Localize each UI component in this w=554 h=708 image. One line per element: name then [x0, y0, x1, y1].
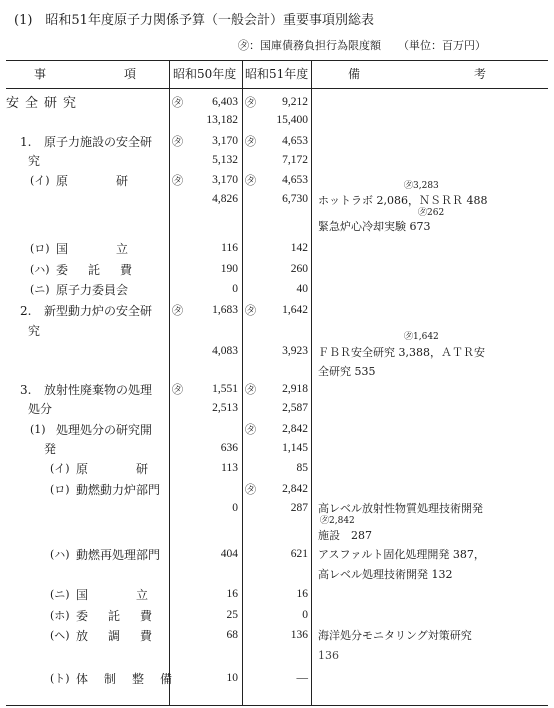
cell-s50: 68: [226, 629, 238, 641]
cell-s50-marker: 3,170: [212, 135, 238, 147]
marker-legend: [238, 40, 381, 51]
row-label: 原子力委員会: [56, 283, 129, 297]
marker-icon: ㋟: [245, 96, 256, 109]
row-label: 体 制 整 備: [76, 672, 175, 686]
cell-s50: 113: [221, 462, 238, 474]
cell-s51: 260: [290, 263, 308, 275]
cell-s51: 1,145: [282, 442, 308, 454]
cell-s51: 16: [296, 588, 308, 600]
cell-s51-marker: 2,842: [282, 423, 308, 435]
note-text: アスファルト固化処理開発 387，: [318, 548, 485, 561]
column-divider: [169, 60, 170, 705]
note-text: 施設 287: [318, 529, 372, 542]
marker-icon: ㋟: [245, 423, 256, 436]
cell-s51: 15,400: [276, 114, 308, 126]
table-bottom-rule: [6, 705, 548, 706]
row-sub-index: (ロ): [50, 483, 70, 496]
cell-s51: 40: [296, 283, 308, 295]
marker-icon: ㋟: [245, 135, 256, 148]
row-sub-index: (ト): [50, 672, 70, 685]
marker-icon: ㋟: [245, 174, 256, 187]
note-marker: ㋟1,642: [404, 332, 439, 342]
row-label: 原 研: [76, 462, 149, 476]
cell-s51-marker: 1,642: [282, 304, 308, 316]
row-sub-index: (ロ): [30, 242, 50, 255]
cell-s50: 190: [220, 263, 238, 275]
note-text: ＦＢＲ安全研究 3,388，ＡＴＲ安: [318, 346, 485, 359]
cell-s51: 3,923: [282, 345, 308, 357]
row-sub-index: (イ): [50, 462, 70, 475]
cell-s51: 136: [290, 629, 308, 641]
row-label-cont: 究: [28, 154, 41, 168]
cell-s50: 2,513: [212, 402, 238, 414]
table-top-rule: [6, 60, 548, 61]
row-label: 動燃再処理部門: [76, 548, 161, 562]
row-label: 動燃動力炉部門: [76, 483, 161, 497]
marker-legend-text: ：国庫債務負担行為限度額: [249, 39, 381, 52]
cell-s51-marker: 4,653: [282, 174, 308, 186]
row-sub-index: (ハ): [50, 548, 70, 561]
unit-label: （単位：百万円）: [398, 39, 486, 52]
cell-s50: 5,132: [212, 154, 238, 166]
cell-s50: 13,182: [206, 114, 238, 126]
cell-s51-marker: 4,653: [282, 135, 308, 147]
note-text: ホットラボ 2,086，ＮＳＲＲ 488: [318, 194, 488, 207]
marker-icon: ㋟: [404, 181, 414, 191]
note-text: 高レベル放射性物質処理技術開発: [318, 502, 483, 515]
row-label: 委 託 費: [56, 263, 137, 277]
cell-s51-marker: 2,842: [282, 483, 308, 495]
marker-icon: ㋟: [418, 208, 428, 218]
cell-s50-marker: 6,403: [212, 96, 238, 108]
column-divider: [311, 60, 312, 705]
header-s50: 昭和50年度: [173, 67, 237, 81]
row-number: 3.: [20, 383, 32, 397]
row-number: 1.: [20, 135, 32, 149]
marker-icon: ㋟: [172, 135, 183, 148]
row-sub-index: (1): [30, 423, 46, 436]
note-marker: ㋟3,283: [404, 181, 439, 191]
row-label: 国 立: [56, 242, 129, 256]
row-sub-index: (ニ): [30, 283, 50, 296]
header-note-1: 備: [348, 67, 361, 81]
cell-s50: 0: [232, 502, 238, 514]
cell-s51: 2,587: [282, 402, 308, 414]
cell-s50-marker: 1,551: [212, 383, 238, 395]
header-s51: 昭和51年度: [245, 67, 309, 81]
cell-s50-marker: 3,170: [212, 174, 238, 186]
marker-icon: ㋟: [238, 39, 249, 52]
cell-s50: 116: [221, 242, 238, 254]
cell-s50: 404: [220, 548, 238, 560]
cell-s50: 4,826: [212, 193, 238, 205]
row-sub-index: (ハ): [30, 263, 50, 276]
row-label-cont: 究: [28, 324, 41, 338]
cell-s51: 6,730: [282, 193, 308, 205]
cell-s51: 287: [290, 502, 308, 514]
row-sub-index: (ニ): [50, 588, 70, 601]
row-sub-index: (ヘ): [50, 629, 70, 642]
row-label: 国 立: [76, 588, 149, 602]
row-sub-index: (ホ): [50, 609, 70, 622]
note-text: 緊急炉心冷却実験 673: [318, 220, 431, 233]
row-sub-index: (イ): [30, 174, 50, 187]
cell-s51: 621: [290, 548, 308, 560]
marker-icon: ㋟: [245, 483, 256, 496]
cell-s50: 636: [220, 442, 238, 454]
cell-s50-marker: 1,683: [212, 304, 238, 316]
cell-s50: 25: [226, 609, 238, 621]
row-label-cont: 処分: [28, 402, 53, 416]
row-label: 委 託 費: [76, 609, 157, 623]
cell-s50: 4,083: [212, 345, 238, 357]
marker-icon: ㋟: [172, 383, 183, 396]
marker-icon: ㋟: [172, 96, 183, 109]
cell-s51: 0: [302, 609, 308, 621]
row-label: 安全研究: [6, 96, 83, 111]
row-label: 処理処分の研究開: [56, 423, 153, 437]
row-label-cont: 発: [44, 442, 57, 456]
marker-icon: ㋟: [245, 304, 256, 317]
cell-s51: 142: [290, 242, 308, 254]
row-number: 2.: [20, 304, 32, 318]
document-title: (1) 昭和51年度原子力関係予算（一般会計）重要事項別総表: [14, 13, 374, 28]
marker-icon: ㋟: [172, 174, 183, 187]
cell-s51: 85: [296, 462, 308, 474]
row-label: 原 研: [56, 174, 129, 188]
cell-s51-marker: 2,918: [282, 383, 308, 395]
row-label: 原子力施設の安全研: [44, 135, 153, 149]
note-marker: ㋟2,842: [320, 516, 355, 526]
cell-s50: 16: [226, 588, 238, 600]
marker-icon: ㋟: [320, 516, 330, 526]
cell-s50: 10: [226, 672, 238, 684]
note-marker: ㋟262: [418, 208, 445, 218]
note-text: 高レベル処理技術開発 132: [318, 568, 453, 581]
header-rule: [6, 88, 548, 89]
note-text: 全研究 535: [318, 365, 376, 378]
header-note-2: 考: [474, 67, 487, 81]
cell-s51-marker: 9,212: [282, 96, 308, 108]
column-divider: [242, 60, 243, 705]
row-label: 放射性廃棄物の処理: [44, 383, 153, 397]
cell-s51: 7,172: [282, 154, 308, 166]
note-text: 海洋処分モニタリング対策研究: [318, 629, 472, 642]
marker-icon: ㋟: [404, 332, 414, 342]
header-item-2: 項: [124, 67, 137, 81]
cell-s50: 0: [232, 283, 238, 295]
marker-icon: ㋟: [245, 383, 256, 396]
note-text: 136: [318, 649, 339, 662]
row-label: 新型動力炉の安全研: [44, 304, 153, 318]
row-label: 放 調 費: [76, 629, 157, 643]
header-item-1: 事: [34, 67, 47, 81]
marker-icon: ㋟: [172, 304, 183, 317]
cell-s51: —: [296, 672, 308, 684]
